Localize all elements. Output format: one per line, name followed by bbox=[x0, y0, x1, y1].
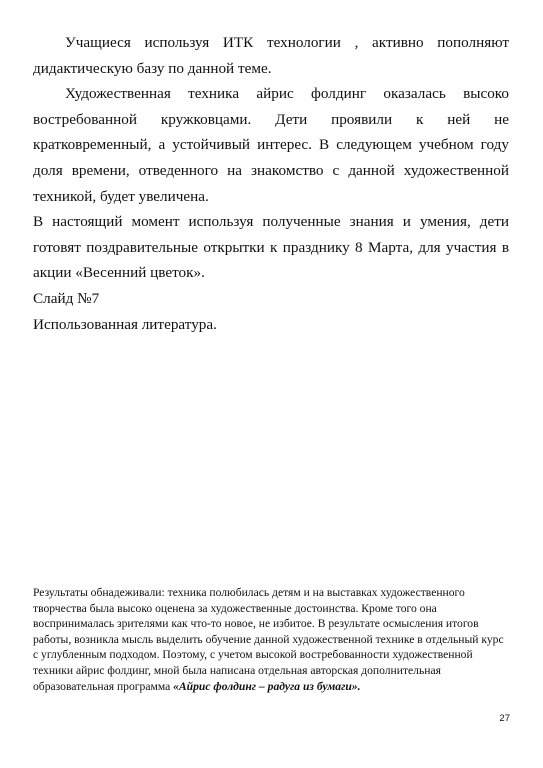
paragraph-current-activity: В настоящий момент используя полученные знания и умения, дети готовят поздравительные открытки к празднику 8 Марта, для участия в акции «Весенний цветок». bbox=[33, 213, 509, 282]
references-heading: Использованная литература. bbox=[33, 315, 217, 333]
paragraph-itk: Учащиеся используя ИТК технологии , активно пополняют дидактическую базу по данной теме. bbox=[33, 34, 509, 77]
page-number: 27 bbox=[499, 713, 510, 724]
footnote-text: Результаты обнадеживали: техника полюбилась детям и на выставках художественного творчества была высоко оценена за художественные достоинства. Кроме того она воспринималась зрителями как что-то новое, не избитое. В результате осмысления итогов работы, возникла мысль выделить обучение данной художественной технике в отдельный курс с углубленным подходом. Поэтому, с учетом высокой востребованности художественной техники айрис фолдинг, мной была написана отдельная авторская дополнительная образовательная программа bbox=[33, 586, 504, 693]
footnote-end-punct: . bbox=[357, 679, 361, 693]
main-text bbox=[33, 30, 509, 337]
footnote-paragraph bbox=[33, 585, 507, 694]
program-title: «Айрис фолдинг – радуга из бумаги» bbox=[173, 679, 358, 693]
footnote bbox=[33, 585, 507, 694]
paragraph-iris-folding: Художественная техника айрис фолдинг оказалась высоко востребованной кружковцами. Дети проявили к ней не кратковременный, а устойчивый интерес. В следующем учебном году доля времени, отведенного на знакомство с данной художественной техникой, будет увеличена. bbox=[33, 85, 509, 205]
slide-label: Слайд №7 bbox=[33, 289, 100, 307]
